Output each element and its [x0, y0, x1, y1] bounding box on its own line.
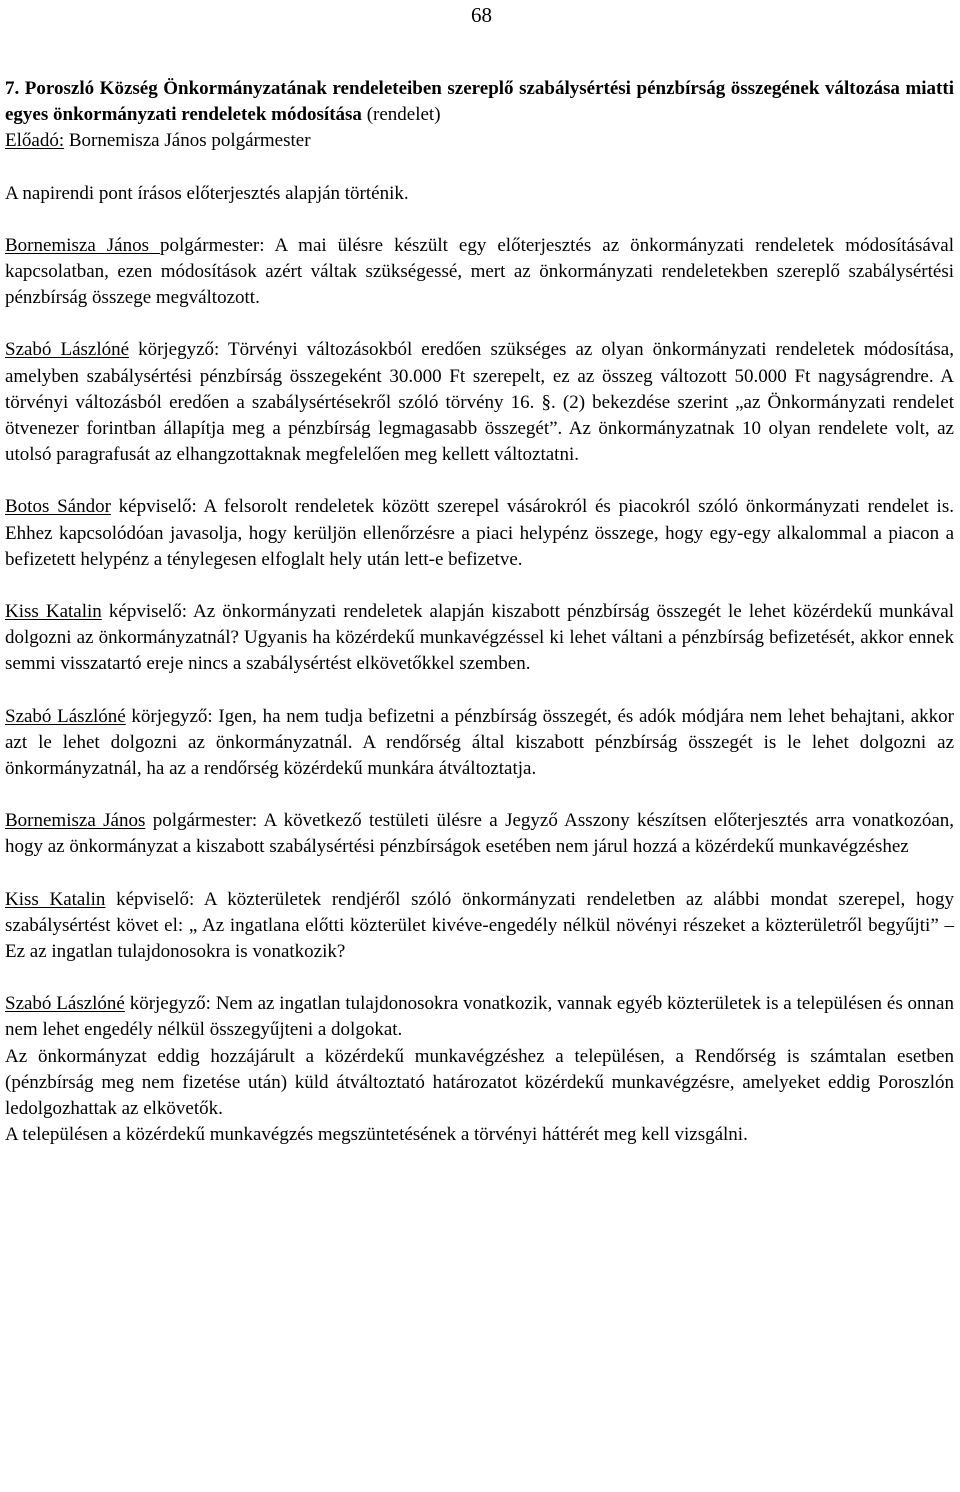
speech-text: A mai ülésre készült egy előterjesztés az önkormányzati rendeletek módosításával kapcsolatban, ezen módosítások azért váltak szükségessé, mert az önkormányzati rendeletekben szereplő szabálysértési pénzbírság összege megváltozott.: [5, 234, 954, 309]
speaker-role: képviselő:: [105, 888, 195, 910]
paragraph-szabo-2: [5, 704, 954, 783]
paragraph-szabo-1: [5, 337, 954, 468]
page-number: 68: [471, 3, 492, 27]
paragraph-bornemisza-2: [5, 808, 954, 860]
speaker-name: Bornemisza János: [5, 234, 161, 256]
presenter-line: [5, 128, 954, 154]
speech-text: Az önkormányzati rendeletek alapján kiszabott pénzbírság összegét le lehet közérdekű munkával dolgozni az önkormányzatnál? Ugyanis ha közérdekű munkavégzéssel ki lehet váltani a pénzbírság befizetését, akkor ennek semmi visszatartó ereje nincs a szabálysértést elkövetőkkel szemben.: [5, 601, 954, 675]
speaker-role: polgármester:: [160, 234, 265, 256]
agenda-heading: [5, 76, 954, 128]
paragraph-kiss-2: [5, 887, 954, 966]
intro-text: A napirendi pont írásos előterjesztés alapján történik.: [5, 182, 409, 204]
speaker-name: Botos Sándor: [5, 496, 111, 518]
speech-text: Igen, ha nem tudja befizetni a pénzbírság összegét, és adók módjára nem lehet behajtani, akkor azt le lehet dolgozni az önkormányzatnál. A rendőrség által kiszabott pénzbírság összegét is le lehet dolgozni az önkormányzatnál, ha az a rendőrség közérdekű munkára átváltoztatja.: [5, 705, 954, 780]
speaker-role: képviselő:: [110, 496, 197, 518]
speech-text: A közterületek rendjéről szóló önkormányzati rendeletben az alábbi mondat szerepel, hogy szabálysértést követ el: „ Az ingatlana előtti közterület kivéve-engedély nélkül növényi részeket a közterületről begyűjti” – Ez az ingatlan tulajdonosokra is vonatkozik?: [5, 888, 954, 963]
speaker-name: Szabó Lászlóné: [5, 339, 130, 361]
speech-text: Törvényi változásokból eredően szükséges az olyan önkormányzati rendeletek módosítása, amelyben szabálysértési pénzbírság összegeként 30.000 Ft szerepelt, ez az összeg változott 50.000 Ft nagyságrendre. A törvényi változásból eredően a szabálysértésekről szóló törvény 16. §. (2) bekezdése szerint „az Önkormányzati rendelet ötvenezer forintban állapítja meg a pénzbírság legmagasabb összegét”. Az önkormányzatnak 10 olyan rendelete volt, az utolsó paragrafusát az elhangzottaknak megfelelően meg kellett változtatni.: [5, 339, 954, 466]
paragraph-botos-1: [5, 494, 954, 573]
speaker-name: Kiss Katalin: [5, 601, 102, 623]
presenter-name: Bornemisza János polgármester: [68, 130, 311, 152]
speaker-name: Szabó Lászlóné: [5, 705, 126, 727]
paragraph-bornemisza-1: [5, 233, 954, 312]
speaker-role: képviselő:: [101, 601, 187, 623]
speaker-name: Kiss Katalin: [5, 888, 106, 910]
speaker-role: polgármester:: [145, 810, 258, 832]
agenda-title: 7. Poroszló Község Önkormányzatának rendeleteiben szereplő szabálysértési pénzbírság összegének változása miatti egyes önkormányzati rendeletek módosítása: [5, 78, 954, 126]
paragraph-szabo-3-closing: A településen a közérdekű munkavégzés megszüntetésének a törvényi háttérét meg kell vizsgálni.: [5, 1124, 748, 1146]
paragraph-szabo-3-continued: Az önkormányzat eddig hozzájárult a közérdekű munkavégzéshez a településen, a Rendőrség is számtalan esetben (pénzbírság meg nem fizetése után) küld átváltoztató határozatot közérdekű munkavégzésre, amelyeket eddig Poroszlón ledolgozhattak az elkövetők.: [5, 1045, 954, 1120]
document-body: [5, 76, 954, 1149]
speech-text: Nem az ingatlan tulajdonosokra vonatkozik, vannak egyéb közterületek is a településen és onnan nem lehet engedély nélkül összegyűjteni a dolgokat.: [5, 993, 954, 1041]
paragraph-kiss-1: [5, 599, 954, 678]
speaker-name: Bornemisza János: [5, 810, 146, 832]
speech-text: A felsorolt rendeletek között szerepel vásárokról és piacokról szóló önkormányzati rendelet is. Ehhez kapcsolódóan javasolja, hogy kerüljön ellenőrzésre a piaci helypénz összege, hogy egy-egy alkalommal a piacon a befizetett helypénz a ténylegesen elfoglalt hely után lett-e befizetve.: [5, 496, 954, 570]
speaker-name: Szabó Lászlóné: [5, 993, 125, 1015]
paragraph-szabo-3: [5, 991, 954, 1043]
agenda-type-tag: (rendelet): [366, 104, 441, 126]
speaker-role: körjegyző:: [125, 705, 213, 727]
speaker-role: körjegyző:: [129, 339, 220, 361]
speaker-role: körjegyző:: [124, 993, 211, 1015]
speech-text: A következő testületi ülésre a Jegyző Asszony készítsen előterjesztés arra vonatkozóan, hogy az önkormányzat a kiszabott szabálysértési pénzbírságok esetében nem járul hozzá a közérdekű munkavégzéshez: [5, 810, 955, 858]
presenter-label: Előadó:: [5, 130, 65, 152]
